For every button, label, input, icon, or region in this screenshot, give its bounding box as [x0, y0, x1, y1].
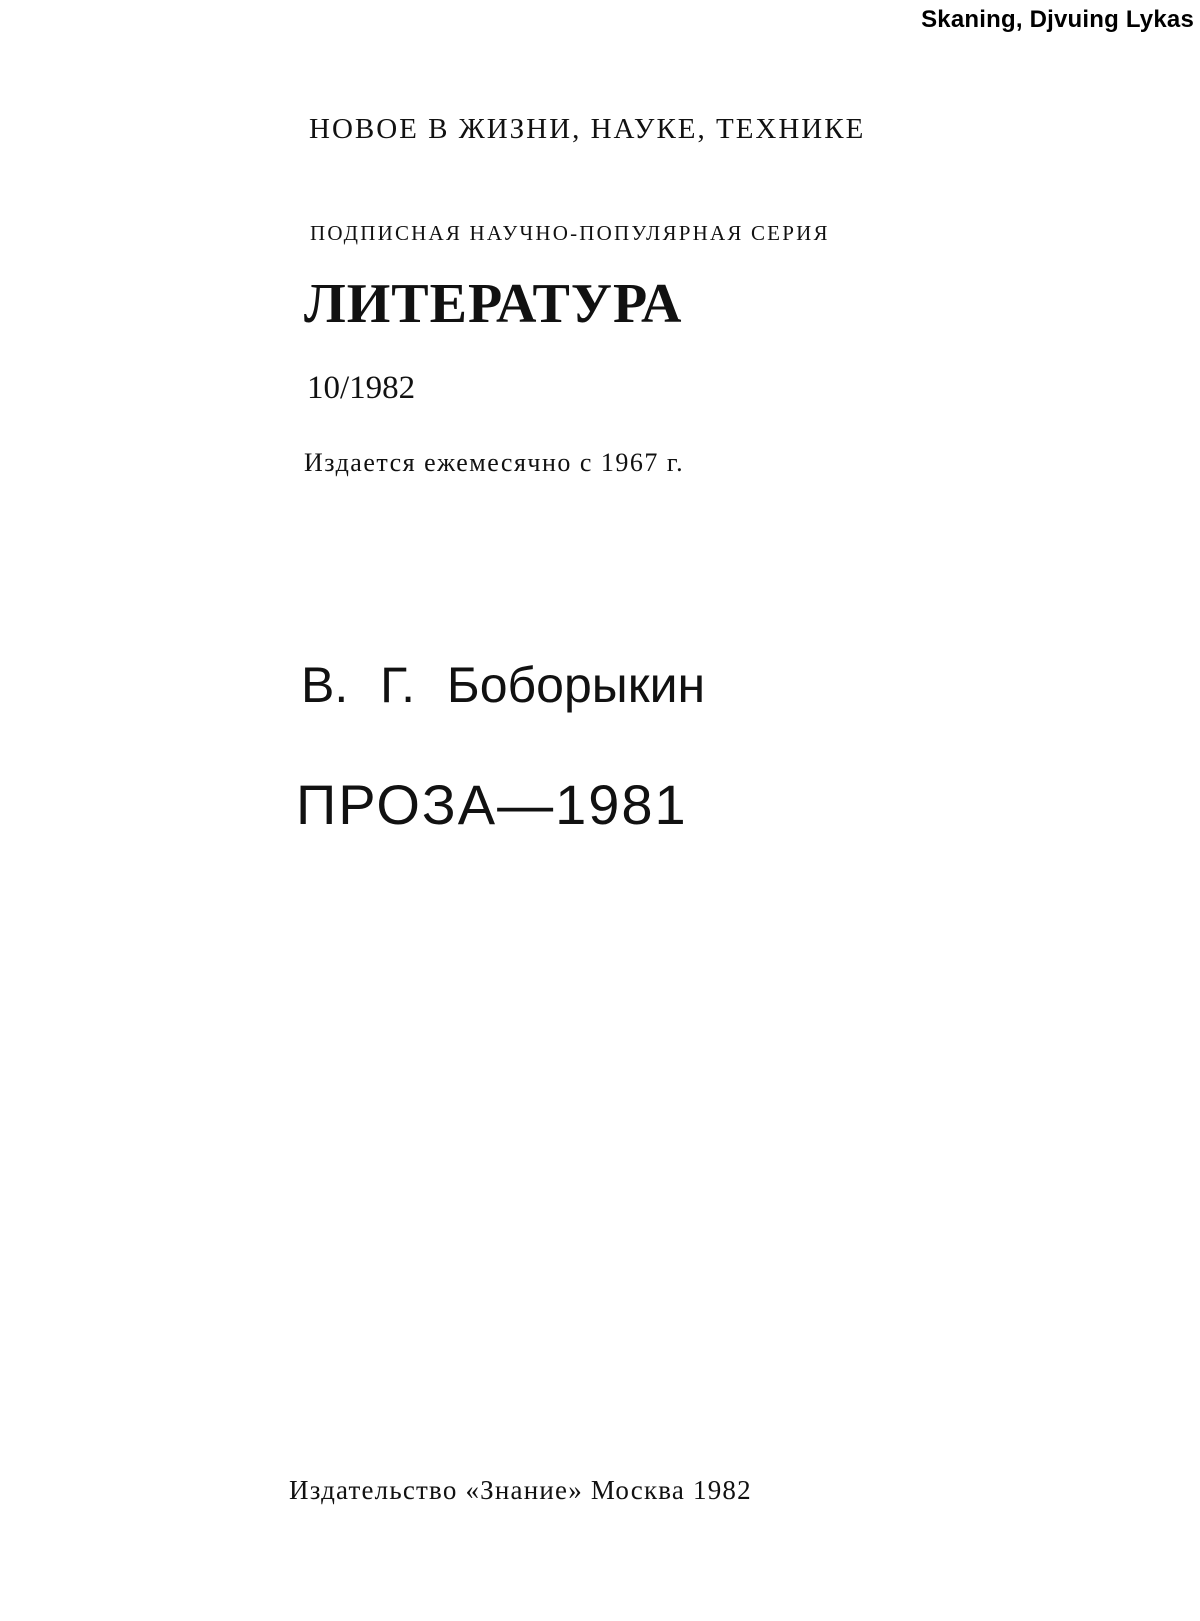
series-title: ЛИТЕРАТУРА: [304, 273, 683, 335]
book-author: В. Г. Боборыкин: [301, 657, 706, 713]
series-heading: НОВОЕ В ЖИЗНИ, НАУКЕ, ТЕХНИКЕ: [309, 113, 866, 145]
publication-frequency: Издается ежемесячно с 1967 г.: [304, 448, 685, 477]
publisher-imprint: Издательство «Знание» Москва 1982: [289, 1475, 752, 1505]
issue-number: 10/1982: [307, 370, 416, 406]
watermark-text: Skaning, Djvuing Lykas: [921, 6, 1194, 33]
book-title: ПРОЗА—1981: [296, 773, 688, 836]
series-subheading: ПОДПИСНАЯ НАУЧНО-ПОПУЛЯРНАЯ СЕРИЯ: [310, 221, 830, 245]
